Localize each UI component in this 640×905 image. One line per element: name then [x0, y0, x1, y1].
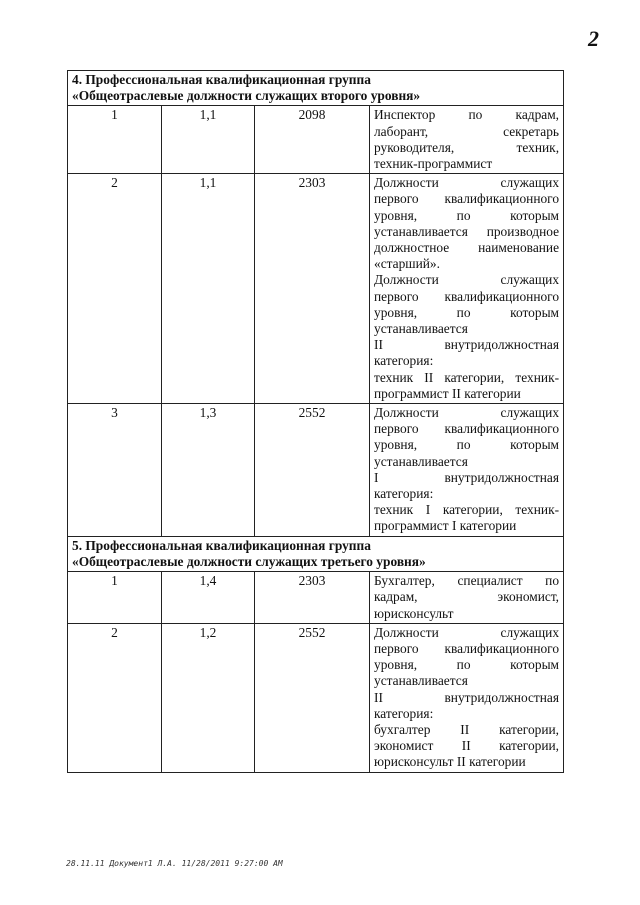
coefficient-cell: 1,1 [162, 174, 255, 404]
description-line: уровня, по которым [374, 207, 560, 223]
group-heading-line1: 5. Профессиональная квалификационная группа [72, 537, 371, 553]
coefficient-cell: 1,3 [162, 404, 255, 537]
group-heading-line1: 4. Профессиональная квалификационная группа [72, 72, 371, 87]
level-cell: 2 [68, 623, 162, 772]
description-line: категория: [374, 486, 434, 502]
group-heading-row [68, 536, 564, 571]
description-line: уровня, по которым [374, 657, 560, 673]
description-line: Бухгалтер, специалист по [374, 573, 560, 589]
qualification-table [67, 70, 564, 773]
description-line: юрисконсульт [374, 605, 454, 621]
description-line: лаборант, секретарь [374, 123, 560, 139]
salary-cell: 2303 [255, 174, 370, 404]
description-line: техник I категории, техник- [374, 502, 560, 518]
description-line: устанавливается [374, 673, 468, 689]
salary-cell: 2303 [255, 572, 370, 624]
description-line: техник II категории, техник- [374, 369, 560, 385]
description-line: уровня, по которым [374, 437, 560, 453]
coefficient-cell: 1,1 [162, 106, 255, 174]
description-line: должностное наименование [374, 240, 560, 256]
description-line: программист II категории [374, 385, 521, 401]
group-heading-row [68, 71, 564, 106]
salary-cell: 2552 [255, 623, 370, 772]
level-cell: 3 [68, 404, 162, 537]
description-line: кадрам, экономист, [374, 589, 560, 605]
description-line: бухгалтер II категории, [374, 721, 560, 737]
salary-cell: 2552 [255, 404, 370, 537]
position-description [370, 572, 564, 624]
description-line: юрисконсульт II категории [374, 754, 526, 770]
description-line: категория: [374, 705, 434, 721]
table-row [68, 404, 564, 537]
level-cell: 1 [68, 572, 162, 624]
page-number: 2 [588, 26, 599, 51]
description-line: Должности служащих [374, 405, 560, 421]
description-line: техник-программист [374, 156, 493, 172]
description-line: Должности служащих [374, 624, 560, 640]
description-line: первого квалификационного [374, 640, 560, 656]
description-line: первого квалификационного [374, 421, 560, 437]
description-line: первого квалификационного [374, 288, 560, 304]
description-line: II внутридолжностная [374, 337, 560, 353]
description-line: Должности служащих [374, 272, 560, 288]
group-heading-line2: «Общеотраслевые должности служащих третьего уровня» [72, 553, 426, 569]
group-heading-line2: «Общеотраслевые должности служащих второго уровня» [72, 88, 421, 104]
description-line: I внутридолжностная [374, 469, 560, 485]
group-heading [68, 536, 564, 571]
table-row [68, 572, 564, 624]
description-line: экономист II категории, [374, 738, 560, 754]
description-line: Должности служащих [374, 175, 560, 191]
level-cell: 2 [68, 174, 162, 404]
level-cell: 1 [68, 106, 162, 174]
description-line: категория: [374, 353, 434, 369]
table-body [68, 71, 564, 773]
description-line: руководителя, техник, [374, 139, 560, 155]
table-row [68, 623, 564, 772]
document-footer: 28.11.11 Документ1 Л.А. 11/28/2011 9:27:00 AM [66, 859, 283, 868]
description-line: устанавливается производное [374, 223, 560, 239]
description-line: Инспектор по кадрам, [374, 107, 560, 123]
position-description [370, 106, 564, 174]
description-line: первого квалификационного [374, 191, 560, 207]
description-line: уровня, по которым [374, 304, 560, 320]
description-line: устанавливается [374, 453, 468, 469]
description-line: программист I категории [374, 518, 517, 534]
table-row [68, 106, 564, 174]
description-line: «старший». [374, 256, 440, 272]
description-line: устанавливается [374, 321, 468, 337]
salary-cell: 2098 [255, 106, 370, 174]
group-heading [68, 71, 564, 106]
description-line: II внутридолжностная [374, 689, 560, 705]
position-description [370, 174, 564, 404]
position-description [370, 623, 564, 772]
position-description [370, 404, 564, 537]
coefficient-cell: 1,4 [162, 572, 255, 624]
coefficient-cell: 1,2 [162, 623, 255, 772]
table-row [68, 174, 564, 404]
